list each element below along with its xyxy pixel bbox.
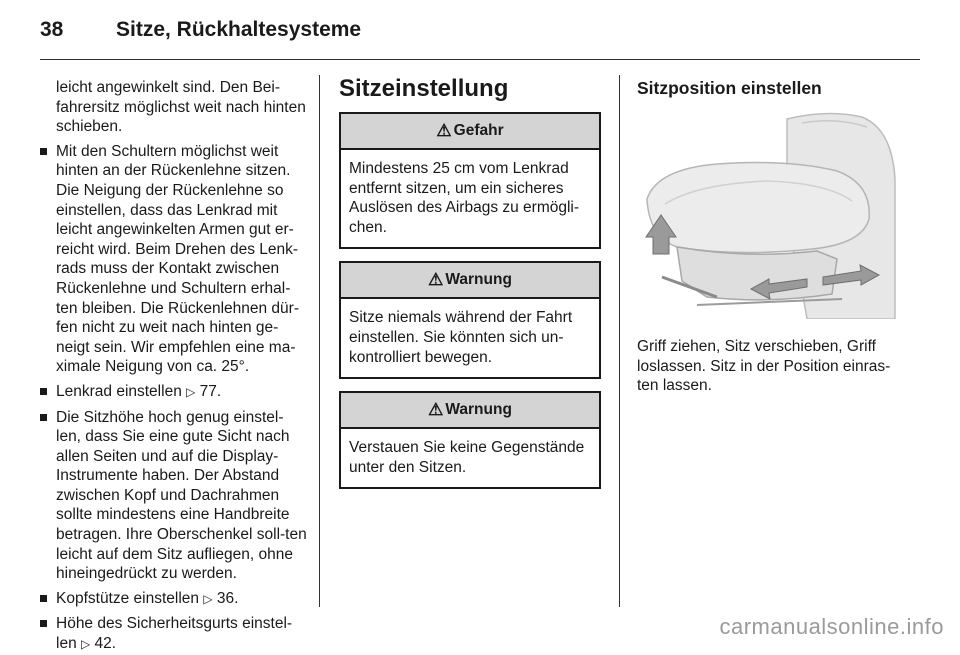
warning-box-header — [341, 263, 599, 299]
seat-adjustment-illustration — [637, 109, 899, 319]
list-item — [40, 589, 308, 610]
watermark: carmanualsonline.info — [719, 614, 944, 639]
column-divider — [619, 75, 620, 607]
square-bullet-icon — [40, 148, 47, 155]
danger-heading: Gefahr — [453, 122, 504, 139]
reference-arrow-icon: ▷ — [186, 384, 196, 399]
square-bullet-icon — [40, 388, 47, 395]
list-item-text: Die Sitzhöhe hoch genug einstel-len, dass Sie eine gute Sicht nach allen Seiten und auf die Display-Instrumente haben. Der Abstand zwischen Kopf und Dachrahmen sollte mindestens eine Handbreite betragen. Ihre Oberschenkel soll-ten leicht auf dem Sitz aufliegen, ohne hineingedrückt zu werden. — [56, 408, 307, 583]
list-item-text: Mit den Schultern möglichst weit hinten an der Rückenlehne sitzen. Die Neigung der Rückenlehne so einstellen, dass das Lenkrad mit leicht angewinkelten Armen gut er-reicht wird. Beim Drehen des Lenk-rads muss der Kontakt zwischen Rückenlehne und Schultern erhal-ten bleiben. Die Rückenlehnen dür-fen nicht zu weit nach hinten ge-neigt sein. Wir empfehlen eine ma-ximale Neigung von ca. 25°. — [56, 142, 299, 376]
list-item-text: Höhe des Sicherheitsgurts einstel-len — [56, 615, 293, 653]
warning-triangle-icon: ⚠ — [436, 121, 452, 140]
lead-paragraph: leicht angewinkelt sind. Den Bei-fahrersitz möglichst weit nach hinten schieben. — [56, 79, 306, 136]
warning-triangle-icon: ⚠ — [428, 400, 444, 420]
square-bullet-icon — [40, 595, 47, 602]
header-divider — [40, 59, 920, 60]
danger-box — [339, 112, 601, 249]
reference-arrow-icon: ▷ — [81, 637, 91, 652]
column-middle — [339, 74, 601, 501]
page-number: 38 — [40, 18, 64, 41]
list-item — [40, 382, 308, 403]
list-item-text: Lenkrad einstellen — [56, 382, 182, 400]
list-item — [40, 142, 308, 377]
column-divider — [319, 75, 320, 607]
seat-position-caption: Griff ziehen, Sitz verschieben, Griff loslassen. Sitz in der Position einras-ten lassen. — [637, 338, 891, 395]
warning-triangle-icon: ⚠ — [428, 270, 444, 290]
warning-heading: Warnung — [445, 401, 512, 419]
list-item — [40, 408, 308, 584]
seat-adjustment-heading: Sitzeinstellung — [339, 75, 509, 102]
page-reference-link[interactable]: 77. — [199, 382, 222, 400]
square-bullet-icon — [40, 414, 47, 421]
danger-box-text: Mindestens 25 cm vom Lenkrad entfernt sitzen, um ein sicheres Auslösen des Airbags zu ermögli-chen. — [349, 160, 580, 236]
page-reference-link[interactable]: 42. — [94, 635, 117, 653]
page-header — [40, 14, 920, 50]
warning-heading: Warnung — [445, 271, 512, 289]
column-left — [40, 78, 308, 655]
warning-box-text: Sitze niemals während der Fahrt einstellen. Sie könnten sich un-kontrolliert bewegen. — [349, 309, 573, 366]
column-right — [637, 74, 899, 396]
instruction-list — [40, 142, 308, 655]
seat-position-heading: Sitzposition einstellen — [637, 78, 822, 98]
list-item-text: Kopfstütze einstellen — [56, 589, 200, 607]
reference-arrow-icon: ▷ — [203, 591, 213, 606]
page-reference-link[interactable]: 36. — [216, 589, 239, 607]
square-bullet-icon — [40, 620, 47, 627]
list-item — [40, 614, 308, 654]
warning-box — [339, 391, 601, 489]
warning-box-header — [341, 393, 599, 429]
warning-box-text: Verstauen Sie keine Gegenstände unter den Sitzen. — [349, 439, 585, 476]
danger-box-header — [341, 114, 599, 150]
section-title: Sitze, Rückhaltesysteme — [116, 18, 362, 41]
warning-box — [339, 261, 601, 379]
